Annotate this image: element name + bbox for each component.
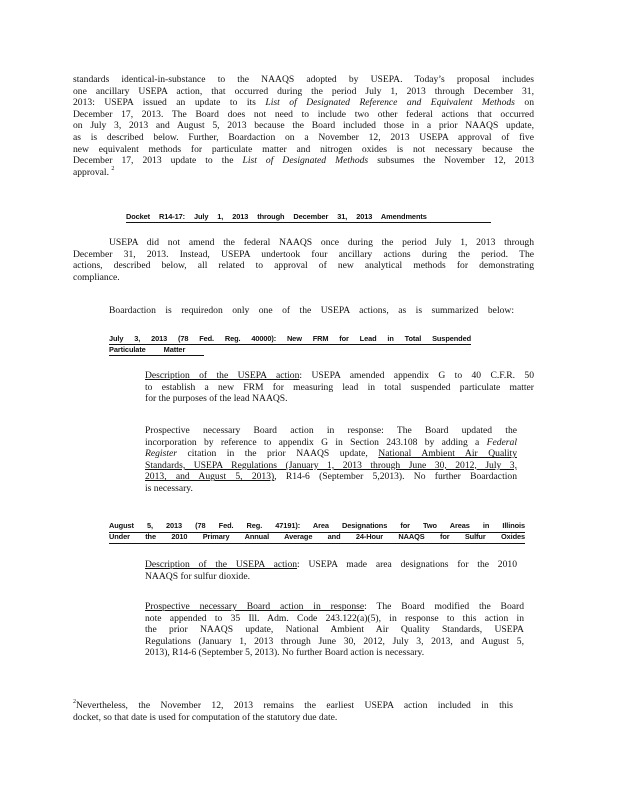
docket-citation: 2013, and August 5, 2013): [145, 471, 275, 483]
description-label: Description of the USEPA action: [145, 559, 298, 570]
response-text: , R14-6 (September 5,2013). No further Boardaction: [274, 471, 517, 483]
response-italic: Register: [145, 448, 177, 460]
response-text: citation in the prior NAAQS update,: [176, 448, 379, 460]
action-heading-so2-designations: [109, 520, 525, 542]
list-title-italic: List of Designated Reference and Equivalent Methods: [265, 97, 515, 109]
intro-line: [73, 97, 534, 109]
action-heading-rule: [109, 543, 525, 544]
response-line: Regulations (January 1, 2013 through June 30, 2012, July 3, 2013, and August 5,: [145, 635, 524, 647]
summary-line: actions, described below, all related to approval of new analytical methods for demonstrating: [73, 260, 534, 272]
intro-text: on: [514, 97, 534, 109]
action-heading-rule: [109, 532, 525, 533]
response-italic: Federal: [486, 436, 517, 448]
intro-text: 2013: USEPA issued an update to its: [73, 97, 266, 109]
footnote: [73, 700, 513, 723]
action-description-so2: [145, 559, 517, 582]
response-line: [145, 601, 524, 613]
description-text: : USEPA amended appendix G to 40 C.F.R. 50: [299, 370, 535, 381]
intro-line: standards identical-in-substance to the NAAQS adopted by USEPA. Today’s proposal includes: [73, 74, 534, 85]
intro-text: subsumes the November 12, 2013: [368, 155, 534, 167]
description-line: [145, 559, 517, 571]
intro-text: approval.: [73, 166, 109, 178]
intro-line: [73, 155, 534, 167]
description-line: NAAQS for sulfur dioxide.: [145, 570, 250, 582]
response-line: [145, 471, 517, 483]
summary-paragraph: [73, 237, 534, 283]
description-text: : USEPA made area designations for the 2010: [297, 559, 517, 570]
intro-line: December 17, 2013. The Board does not need to include two other federal actions that occurred: [73, 108, 534, 120]
action-heading-line: Particulate Matter: [109, 345, 186, 354]
intro-line: as is described below. Further, Boardaction on a November 12, 2013 USEPA approval of five: [73, 131, 534, 143]
action-heading-line: Under the 2010 Primary Annual Average and 24-Hour NAAQS for Sulfur Oxides: [109, 532, 525, 541]
list-title-italic: List of Designated Methods: [242, 155, 369, 167]
response-line: the prior NAAQS update, National Ambient Air Quality Standards, USEPA: [145, 624, 524, 636]
intro-line: one ancillary USEPA action, that occurred during the period July 1, 2013 through December 31,: [73, 85, 534, 97]
response-line: note appended to 35 Ill. Adm. Code 243.122(a)(5), in response to this action in: [145, 612, 524, 624]
intro-line: [73, 167, 534, 179]
intro-text: December 17, 2013 update to the: [73, 155, 243, 167]
intro-line: new equivalent methods for particulate matter and nitrogen oxides is not necessary because the: [73, 143, 534, 155]
footnote-reference: 2: [111, 165, 115, 172]
response-line: Prospective necessary Board action in response: The Board updated the: [145, 425, 517, 436]
action-heading-line: August 5, 2013 (78 Fed. Reg. 47191): Area Designations for Two Areas in Illinois: [109, 521, 525, 530]
description-line: to establish a new FRM for measuring lead in total suspended particulate matter: [145, 381, 534, 393]
section-heading-rule: [126, 222, 491, 223]
description-label: Description of the USEPA action: [145, 370, 300, 381]
response-text: : The Board modified the Board: [364, 601, 524, 612]
action-heading-rule: [109, 344, 471, 345]
summary-line: compliance.: [73, 271, 120, 283]
response-line: [145, 437, 517, 449]
description-line: for the purposes of the lead NAAQS.: [145, 393, 288, 405]
footnote-line: docket, so that date is used for computation of the statutory due date.: [73, 711, 338, 723]
section-heading: Docket R14-17: July 1, 2013 through December 31, 2013 Amendments: [126, 212, 427, 221]
board-response-so2: [145, 601, 524, 659]
summary-line: December 31, 2013. Instead, USEPA undertook four ancillary actions during the period. The: [73, 248, 534, 260]
response-line: [145, 448, 517, 460]
response-text: incorporation by reference to appendix G in Section 243.108 by adding a: [145, 436, 487, 448]
action-heading-rule: [109, 355, 204, 356]
response-line: is necessary.: [145, 482, 193, 494]
response-label: Prospective necessary Board action in response: [145, 601, 365, 612]
board-action-statement: Boardaction is requiredon only one of the USEPA actions, as is summarized below:: [109, 305, 514, 316]
footnote-number: 2: [73, 699, 76, 705]
action-description-lead-frm: [145, 370, 534, 405]
intro-paragraph: [73, 74, 534, 178]
description-line: [145, 370, 534, 382]
summary-line: USEPA did not amend the federal NAAQS once during the period July 1, 2013 through: [109, 237, 534, 248]
footnote-text: Nevertheless, the November 12, 2013 remains the earliest USEPA action included in this: [76, 700, 513, 711]
response-line: 2013), R14-6 (September 5, 2013). No further Board action is necessary.: [145, 647, 425, 659]
action-heading-line: July 3, 2013 (78 Fed. Reg. 40000): New FRM for Lead in Total Suspended: [109, 334, 471, 343]
footnote-line: [73, 700, 513, 712]
board-response-lead-frm: [145, 425, 517, 495]
response-line: Standards, USEPA Regulations (January 1, 2013 through June 30, 2012, July 3,: [145, 459, 517, 471]
intro-line: on July 3, 2013 and August 5, 2013 because the Board included those in a prior NAAQS update,: [73, 120, 534, 132]
docket-citation: National Ambient Air Quality: [378, 448, 517, 460]
